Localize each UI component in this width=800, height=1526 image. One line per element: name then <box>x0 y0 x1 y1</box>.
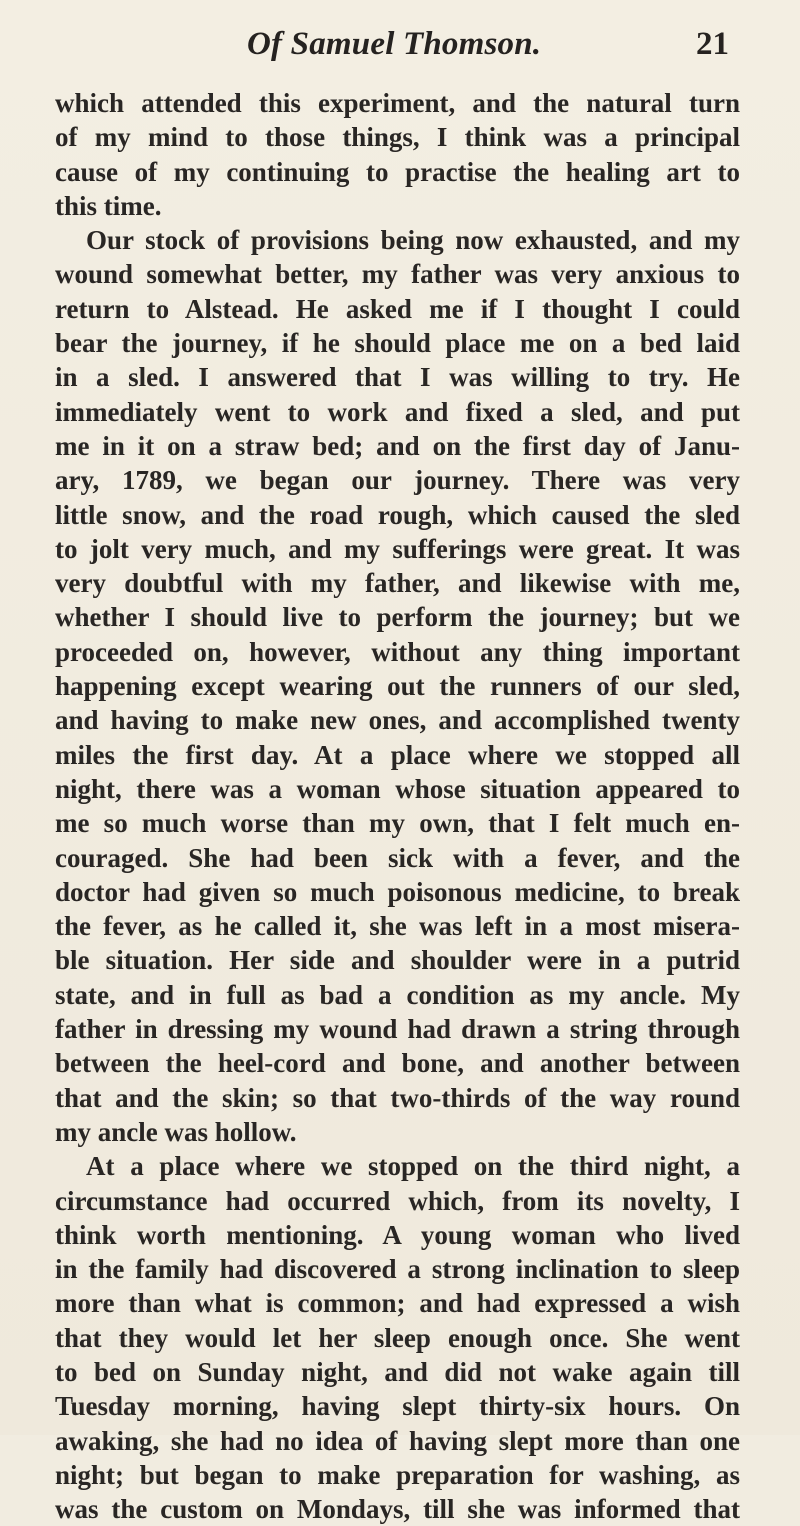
text-line: that and the skin; so that two-thirds of the way round <box>55 1082 740 1113</box>
text-line: to jolt very much, and my sufferings were great. It was <box>55 533 740 564</box>
text-line: in the family had discovered a strong inclination to sleep <box>55 1254 740 1285</box>
text-line: and having to make new ones, and accomplished twenty <box>55 705 740 736</box>
text-line: ble situation. Her side and shoulder were in a putrid <box>55 945 740 976</box>
text-line: my ancle was hollow. <box>55 1116 297 1147</box>
text-line: of my mind to those things, I think was a principal <box>55 122 740 153</box>
text-line: little snow, and the road rough, which caused the sled <box>55 499 740 530</box>
text-line: night, there was a woman whose situation appeared to <box>55 773 740 804</box>
text-line: was the custom on Mondays, till she was informed that <box>55 1494 740 1525</box>
text-line: Tuesday morning, having slept thirty-six hours. On <box>55 1391 740 1422</box>
text-line: ary, 1789, we began our journey. There was very <box>55 465 740 496</box>
text-line: return to Alstead. He asked me if I thought I could <box>55 293 740 324</box>
text-line: me so much worse than my own, that I felt much en- <box>55 808 740 839</box>
text-line: couraged. She had been sick with a fever, and the <box>55 842 740 873</box>
page-number: 21 <box>696 26 729 62</box>
text-line: night; but began to make preparation for washing, as <box>55 1459 740 1490</box>
text-line: immediately went to work and fixed a sled, and put <box>55 396 740 427</box>
text-line: state, and in full as bad a condition as my ancle. My <box>55 979 740 1010</box>
running-head-title: Of Samuel Thomson. <box>247 26 542 62</box>
text-line: At a place where we stopped on the third night, a <box>86 1151 740 1182</box>
text-line: awaking, she had no idea of having slept more than one <box>55 1425 740 1456</box>
text-line: father in dressing my wound had drawn a string through <box>55 1014 740 1045</box>
text-line: to bed on Sunday night, and did not wake again till <box>55 1356 740 1387</box>
text-line: cause of my continuing to practise the healing art to <box>55 156 740 187</box>
text-line: doctor had given so much poisonous medicine, to break <box>55 876 740 907</box>
text-line: between the heel-cord and bone, and another between <box>55 1048 740 1079</box>
text-line: in a sled. I answered that I was willing to try. He <box>55 362 740 393</box>
text-line: more than what is common; and had expressed a wish <box>55 1288 740 1319</box>
text-line: bear the journey, if he should place me on a bed laid <box>55 328 740 359</box>
text-line: this time. <box>55 190 162 221</box>
running-head <box>0 24 800 70</box>
text-line: happening except wearing out the runners of our sled, <box>55 671 740 702</box>
text-line: wound somewhat better, my father was very anxious to <box>55 259 740 290</box>
text-line: think worth mentioning. A young woman who lived <box>55 1219 740 1250</box>
text-line: whether I should live to perform the journey; but we <box>55 602 740 633</box>
text-line: circumstance had occurred which, from its novelty, I <box>55 1185 740 1216</box>
body-text <box>55 86 740 1526</box>
text-line: the fever, as he called it, she was left in a most misera- <box>55 911 740 942</box>
text-line: me in it on a straw bed; and on the first day of Janu- <box>55 430 740 461</box>
text-line: miles the first day. At a place where we stopped all <box>55 739 740 770</box>
text-line: proceeded on, however, without any thing important <box>55 636 740 667</box>
text-line: which attended this experiment, and the natural turn <box>55 88 740 118</box>
text-line: very doubtful with my father, and likewise with me, <box>55 568 740 599</box>
text-line: Our stock of provisions being now exhausted, and my <box>86 225 740 256</box>
text-line: that they would let her sleep enough once. She went <box>55 1322 740 1353</box>
